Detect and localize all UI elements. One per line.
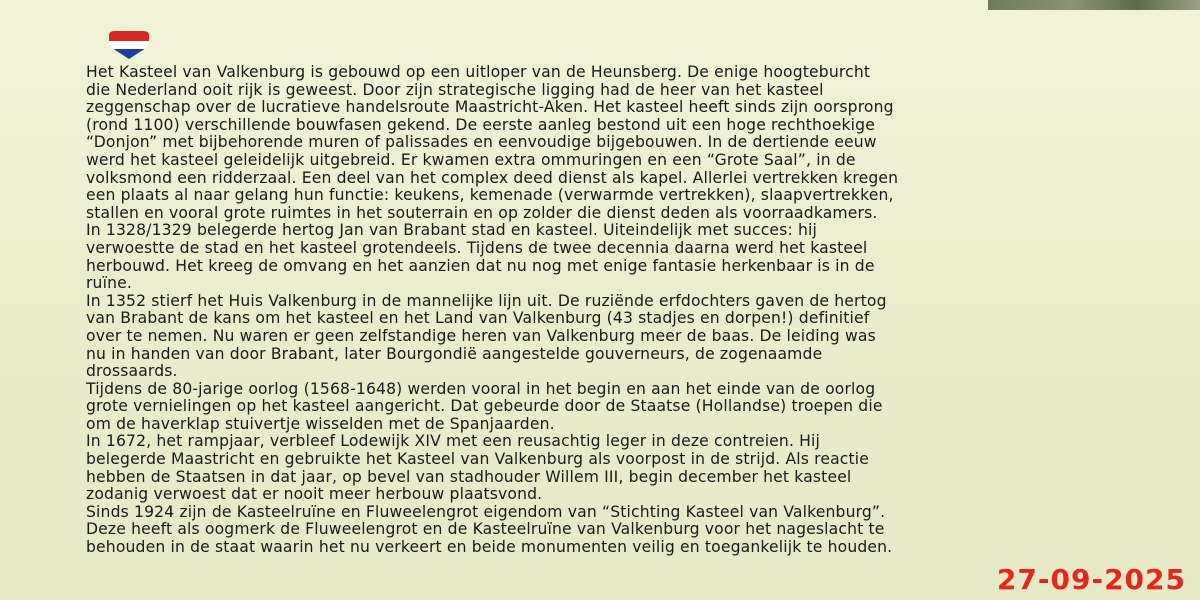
text-line: Tijdens de 80-jarige oorlog (1568-1648) werden vooral in het begin en aan het einde van de oorlog: [86, 379, 876, 398]
text-line: drossaards.: [86, 362, 178, 381]
text-line: zodanig verwoest dat er nooit meer herbouw plaatsvond.: [86, 485, 543, 504]
text-line: (rond 1100) verschillende bouwfasen gekend. De eerste aanleg bestond uit een hoge rechthoekige: [86, 115, 875, 134]
text-line: “Donjon” met bijbehorende muren of palissades en eenvoudige bijgebouwen. In de dertiende eeuw: [86, 133, 877, 152]
corner-photo-fragment: [988, 0, 1200, 10]
text-line: stallen en vooral grote ruimtes in het souterrain en op zolder die dienst deden als voorraadkamers.: [86, 203, 878, 222]
dutch-flag-heart-icon: [107, 31, 151, 59]
text-line: behouden in de staat waarin het nu verkeert en beide monumenten veilig en toegankelijk te houden.: [86, 538, 893, 557]
text-line: herbouwd. Het kreeg de omvang en het aanzien dat nu nog met enige fantasie herkenbaar is in de: [86, 256, 875, 275]
text-line: In 1672, het rampjaar, verbleef Lodewijk XIV met een reusachtig leger in deze contreien. Hij: [86, 432, 821, 451]
text-line: over te nemen. Nu waren er geen zelfstandige heren van Valkenburg meer de baas. De leiding was: [86, 326, 876, 345]
text-line: belegerde Maastricht en gebruikte het Kasteel van Valkenburg als voorpost in de strijd. Als reactie: [86, 450, 870, 469]
text-line: werd het kasteel geleidelijk uitgebreid. Er kwamen extra ommuringen en een “Grote Saal”, in de: [86, 150, 856, 169]
text-line: In 1328/1329 belegerde hertog Jan van Brabant stad en kasteel. Uiteindelijk met succes: hij: [86, 221, 817, 240]
text-line: een plaats al naar gelang hun functie: keukens, kemenade (verwarmde vertrekken), slaapvertrekken,: [86, 186, 894, 205]
text-line: zeggenschap over de lucratieve handelsroute Maastricht-Aken. Het kasteel heeft sinds zijn oorsprong: [86, 98, 894, 117]
text-line: volksmond een ridderzaal. Een deel van het complex deed dienst als kapel. Allerlei vertrekken kregen: [86, 168, 899, 187]
text-line: hebben de Staatsen in dat jaar, op bevel van stadhouder Willem III, begin december het kasteel: [86, 467, 852, 486]
text-line: In 1352 stierf het Huis Valkenburg in de mannelijke lijn uit. De ruziënde erfdochters gaven de hertog: [86, 291, 887, 310]
text-line: van Brabant de kans om het kasteel en het Land van Valkenburg (43 stadjes en dorpen!) definitief: [86, 309, 870, 328]
text-line: die Nederland ooit rijk is geweest. Door zijn strategische ligging had de heer van het kasteel: [86, 80, 824, 99]
text-line: grote vernielingen op het kasteel aangericht. Dat gebeurde door de Staatse (Hollandse) troepen die: [86, 397, 883, 416]
text-line: Sinds 1924 zijn de Kasteelruïne en Fluweelengrot eigendom van “Stichting Kasteel van Valkenburg”.: [86, 502, 886, 521]
text-line: Het Kasteel van Valkenburg is gebouwd op een uitloper van de Heunsberg. De enige hoogteburcht: [86, 63, 871, 81]
date-stamp: 27-09-2025: [996, 563, 1186, 596]
text-line: nu in handen van door Brabant, later Bourgondië aangestelde gouverneurs, de zogenaamde: [86, 344, 823, 363]
castle-history-text: [86, 64, 1186, 557]
text-line: verwoestte de stad en het kasteel grotendeels. Tijdens de twee decennia daarna werd het kasteel: [86, 238, 868, 257]
text-line: ruïne.: [86, 274, 132, 293]
text-line: om de haverklap stuivertje wisselden met de Spanjaarden.: [86, 414, 555, 433]
text-line: Deze heeft als oogmerk de Fluweelengrot en de Kasteelruïne van Valkenburg voor het nageslacht te: [86, 520, 885, 539]
